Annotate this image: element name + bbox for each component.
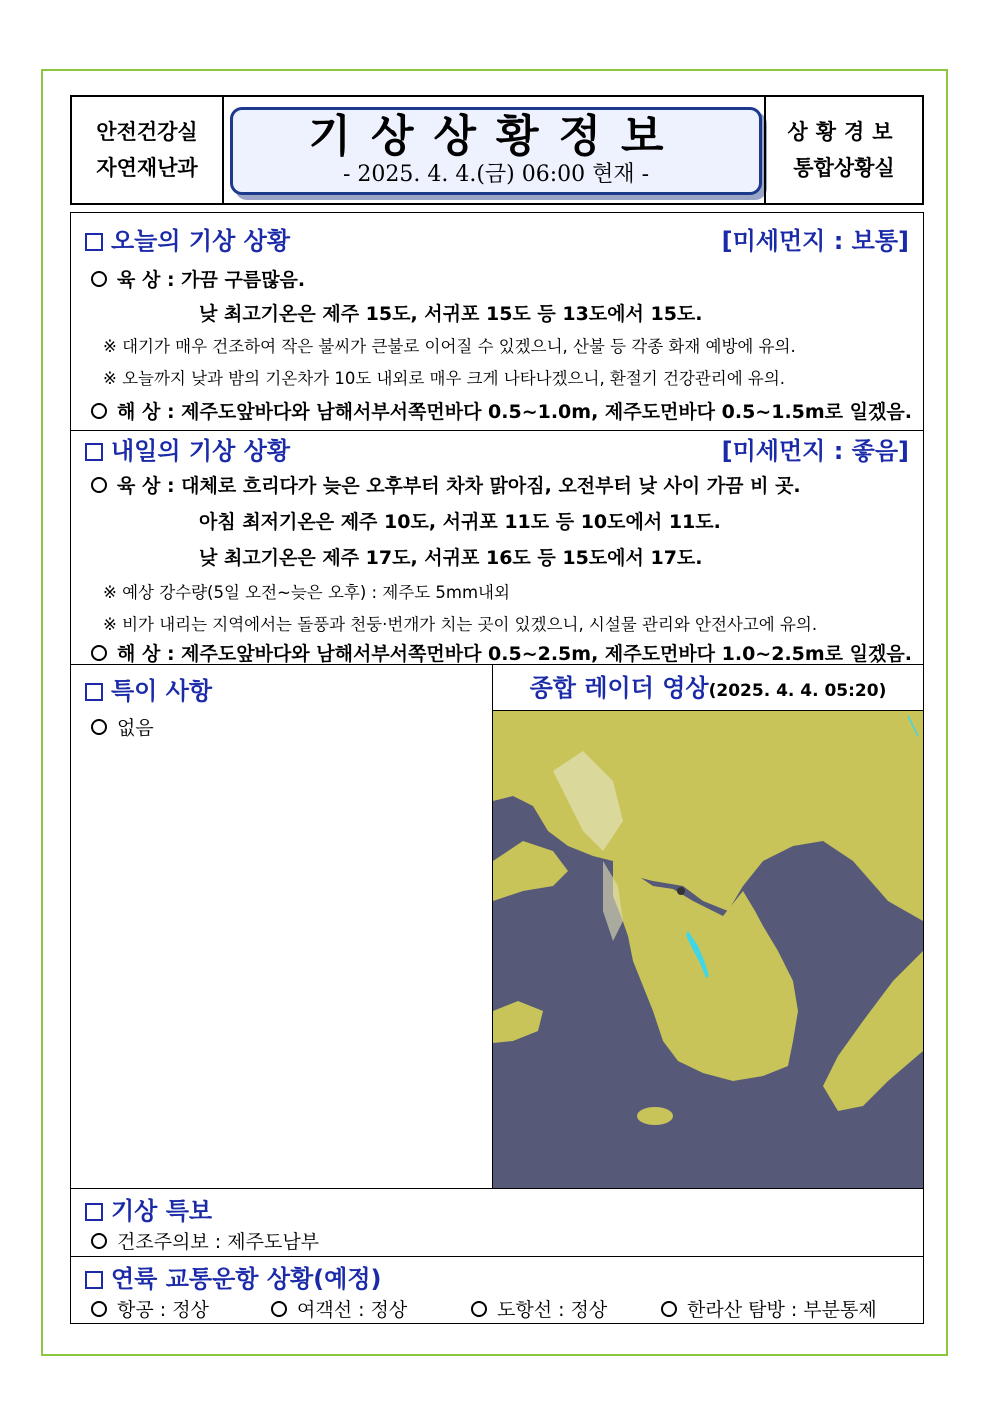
circle-bullet-icon [91, 1233, 107, 1249]
today-land [91, 265, 915, 292]
checkbox-icon [85, 1203, 103, 1221]
tomorrow-land [91, 471, 915, 498]
radar-title: 종합 레이더 영상 [529, 674, 709, 702]
circle-bullet-icon [91, 403, 107, 419]
traffic-item-text: 한라산 탐방 : 부분통제 [687, 1299, 877, 1321]
circle-bullet-icon [471, 1301, 487, 1317]
tomorrow-section [71, 431, 923, 665]
tomorrow-land-line3: 낮 최고기온은 제주 17도, 서귀포 16도 등 15도에서 17도. [199, 547, 703, 569]
circle-bullet-icon [661, 1301, 677, 1317]
special-item-text: 없음 [117, 717, 154, 739]
tomorrow-sea-text: 해 상 : 제주도앞바다와 남해서부서쪽먼바다 0.5~2.5m, 제주도먼바다 1.0~2.5m로 일겠음. [117, 643, 912, 665]
tomorrow-sea [91, 639, 915, 666]
today-land-line1: 가끔 구름많음. [181, 269, 306, 291]
warning-title-text: 기상 특보 [111, 1197, 213, 1225]
today-title-text: 오늘의 기상 상황 [111, 227, 290, 255]
circle-bullet-icon [91, 719, 107, 735]
traffic-title-text: 연륙 교통운항 상황(예정) [111, 1265, 382, 1293]
office-line2: 통합상황실 [793, 156, 895, 180]
title-box [230, 107, 762, 195]
checkbox-icon [85, 1271, 103, 1289]
circle-bullet-icon [91, 645, 107, 661]
content-table [70, 212, 924, 1324]
tomorrow-note1: ※ 예상 강수량(5일 오전~늦은 오후) : 제주도 5mm내외 [103, 583, 510, 602]
traffic-title [85, 1259, 382, 1294]
checkbox-icon [85, 233, 103, 251]
today-sea-text: 해 상 : 제주도앞바다와 남해서부서쪽먼바다 0.5~1.0m, 제주도먼바다 0.5~1.5m로 일겠음. [117, 401, 912, 423]
special-title-text: 특이 사항 [111, 677, 213, 705]
traffic-item-3 [661, 1295, 915, 1322]
warning-title [85, 1191, 212, 1226]
department-line2: 자연재난과 [96, 156, 198, 180]
tomorrow-land-line1: 대체로 흐리다가 늦은 오후부터 차차 맑아짐, 오전부터 낮 사이 가끔 비 곳. [181, 475, 801, 497]
traffic-item-text: 항공 : 정상 [117, 1299, 209, 1321]
radar-section [493, 665, 923, 1189]
circle-bullet-icon [91, 271, 107, 287]
department-line1: 안전건강실 [96, 120, 198, 144]
header [70, 95, 924, 205]
report-datetime: - 2025. 4. 4.(금) 06:00 현재 - [342, 162, 650, 187]
header-left-department [72, 97, 224, 203]
today-dust: [미세먼지 : 보통] [721, 227, 909, 255]
today-land-line2: 낮 최고기온은 제주 15도, 서귀포 15도 등 13도에서 15도. [199, 303, 703, 325]
warning-item [91, 1227, 915, 1254]
radar-map [493, 711, 923, 1188]
tomorrow-note2: ※ 비가 내리는 지역에서는 돌풍과 천둥·번개가 치는 곳이 있겠으니, 시설물 관리와 안전사고에 유의. [103, 615, 818, 634]
tomorrow-title-text: 내일의 기상 상황 [111, 437, 290, 465]
traffic-item-text: 여객선 : 정상 [297, 1299, 408, 1321]
today-sea [91, 397, 915, 424]
circle-bullet-icon [91, 1301, 107, 1317]
traffic-item-text: 도항선 : 정상 [497, 1299, 608, 1321]
today-section [71, 213, 923, 431]
checkbox-icon [85, 683, 103, 701]
special-section [71, 665, 493, 1189]
tomorrow-title [85, 431, 290, 466]
office-line1: 상황경보 [787, 120, 901, 144]
tomorrow-dust: [미세먼지 : 좋음] [721, 437, 909, 465]
tomorrow-land-line2: 아침 최저기온은 제주 10도, 서귀포 11도 등 10도에서 11도. [199, 511, 721, 533]
checkbox-icon [85, 443, 103, 461]
warning-item-text: 건조주의보 : 제주도남부 [117, 1231, 320, 1253]
warning-section [71, 1189, 923, 1257]
today-land-label: 육 상 : [117, 269, 175, 291]
radar-caption [493, 665, 923, 711]
header-right-office [764, 97, 922, 203]
page-title: 기상상황정보 [308, 111, 684, 162]
radar-time: (2025. 4. 4. 05:20) [708, 681, 887, 701]
radar-image [493, 711, 923, 1188]
today-note1: ※ 대기가 매우 건조하여 작은 불씨가 큰불로 이어질 수 있겠으니, 산불 등 각종 화재 예방에 유의. [103, 337, 796, 356]
traffic-section [71, 1257, 923, 1323]
circle-bullet-icon [271, 1301, 287, 1317]
today-title [85, 221, 290, 256]
circle-bullet-icon [91, 477, 107, 493]
today-note2: ※ 오늘까지 낮과 밤의 기온차가 10도 내외로 매우 크게 나타나겠으니, 환절기 건강관리에 유의. [103, 369, 786, 388]
special-item [91, 713, 484, 740]
special-title [85, 671, 212, 706]
tomorrow-land-label: 육 상 : [117, 475, 175, 497]
